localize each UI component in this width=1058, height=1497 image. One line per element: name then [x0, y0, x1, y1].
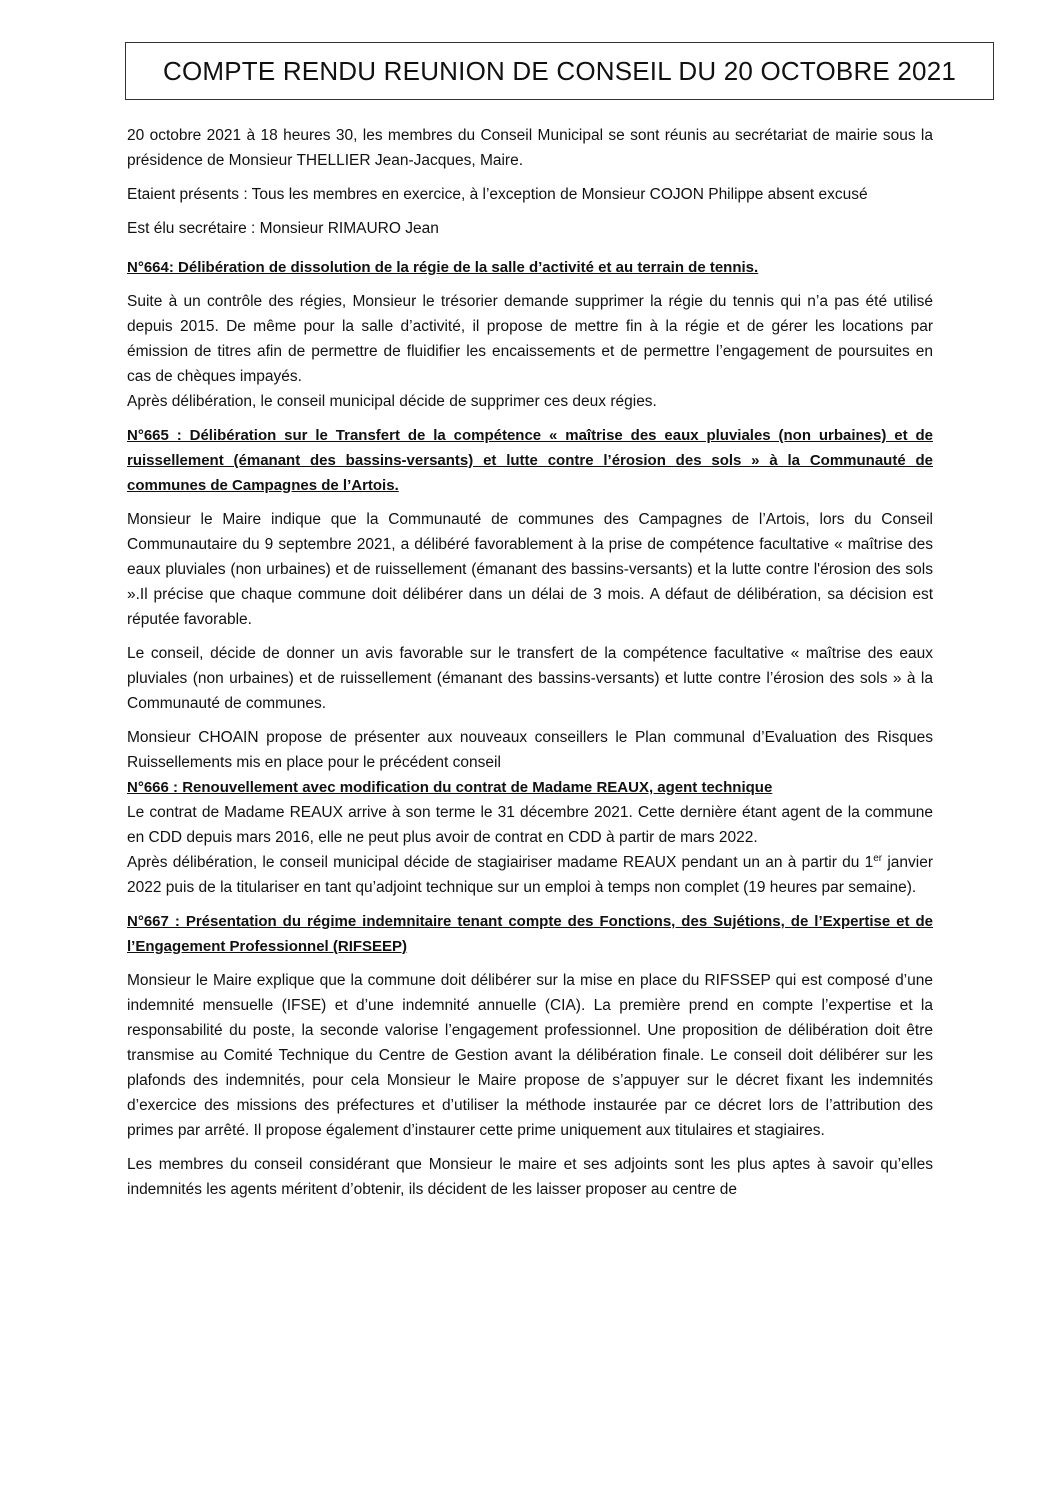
item-667-paragraph-2: Les membres du conseil considérant que Monsieur le maire et ses adjoints sont les plus aptes à savoir qu’elles indemnités les agents méritent d’obtenir, ils décident de les laisser proposer au centre de	[127, 1156, 933, 1198]
intro-present: Etaient présents : Tous les membres en exercice, à l’exception de Monsieur COJON Philippe absent excusé	[127, 186, 868, 203]
item-665-paragraph-3: Monsieur CHOAIN propose de présenter aux nouveaux conseillers le Plan communal d’Evaluation des Risques Ruissellements mis en place pour le précédent conseil	[127, 729, 933, 771]
item-665-paragraph-1: Monsieur le Maire indique que la Communauté de communes des Campagnes de l’Artois, lors du Conseil Communautaire du 9 septembre 2021, a délibéré favorablement à la prise de compétence facultative « maîtrise des eaux pluviales (non urbaines) et de ruissellement (émanant des bassins-versants) et la lutte contre l'érosion des sols ».Il précise que chaque commune doit délibérer dans un délai de 3 mois. A défaut de délibération, sa décision est réputée favorable.	[127, 511, 933, 628]
intro-secretary: Est élu secrétaire : Monsieur RIMAURO Jean	[127, 220, 439, 237]
item-666-paragraph-1: Le contrat de Madame REAUX arrive à son terme le 31 décembre 2021. Cette dernière étant agent de la commune en CDD depuis mars 2016, elle ne peut plus avoir de contrat en CDD à partir de mars 2022.	[127, 804, 933, 846]
item-666-superscript: er	[873, 852, 883, 864]
item-665-heading: N°665 : Délibération sur le Transfert de la compétence « maîtrise des eaux pluviales (non urbaines) et de ruissellement (émanant des bassins-versants) et lutte contre l’érosion des sols » à la Communauté de communes de Campagnes de l’Artois.	[127, 427, 933, 494]
item-664-paragraph-1: Suite à un contrôle des régies, Monsieur le trésorier demande supprimer la régie du tennis qui n’a pas été utilisé depuis 2015. De même pour la salle d’activité, il propose de mettre fin à la régie et de gérer les locations par émission de titres afin de permettre de fluidifier les encaissements et de permettre l’engagement de poursuites en cas de chèques impayés.	[127, 293, 933, 385]
item-665-paragraph-2: Le conseil, décide de donner un avis favorable sur le transfert de la compétence facultative « maîtrise des eaux pluviales (non urbaines) et de ruissellement (émanant des bassins-versants) et lutte contre l’érosion des sols » à la Communauté de communes.	[127, 645, 933, 712]
item-666-heading: N°666 : Renouvellement avec modification du contrat de Madame REAUX, agent technique	[127, 779, 773, 796]
document-title: COMPTE RENDU REUNION DE CONSEIL DU 20 OCTOBRE 2021	[162, 55, 957, 86]
item-667-paragraph-1: Monsieur le Maire explique que la commune doit délibérer sur la mise en place du RIFSSEP qui est composé d’une indemnité mensuelle (IFSE) et d’une indemnité annuelle (CIA). La première prend en compte l’expertise et la responsabilité du poste, la seconde valorise l’engagement professionnel. Une proposition de délibération doit être transmise au Comité Technique du Centre de Gestion avant la délibération finale. Le conseil doit délibérer sur les plafonds des indemnités, pour cela Monsieur le Maire propose de s’appuyer sur le décret fixant les indemnités d’exercice des missions des préfectures et d’utiliser la méthode instaurée par ce décret lors de l’attribution des primes par arrêté. Il propose également d’instaurer cette prime uniquement aux titulaires et stagiaires.	[127, 972, 933, 1139]
item-664-paragraph-2: Après délibération, le conseil municipal décide de supprimer ces deux régies.	[127, 393, 657, 410]
item-666-text-a: Après délibération, le conseil municipal décide de stagiairiser madame REAUX pendant un an à partir du 1	[127, 854, 874, 871]
item-666-text-b: janvier 2022 puis de la titulariser en tant qu’adjoint technique sur un emploi à temps non complet (19 heures par semaine).	[127, 854, 933, 896]
document-body	[127, 123, 933, 1211]
item-667-heading: N°667 : Présentation du régime indemnitaire tenant compte des Fonctions, des Sujétions, de l’Expertise et de l’Engagement Professionnel (RIFSEEP)	[127, 913, 933, 955]
intro-opening: 20 octobre 2021 à 18 heures 30, les membres du Conseil Municipal se sont réunis au secrétariat de mairie sous la présidence de Monsieur THELLIER Jean-Jacques, Maire.	[127, 127, 933, 169]
item-664-heading: N°664: Délibération de dissolution de la régie de la salle d’activité et au terrain de tennis.	[127, 259, 759, 276]
title-box	[125, 42, 994, 100]
item-666-paragraph-2	[127, 850, 933, 900]
